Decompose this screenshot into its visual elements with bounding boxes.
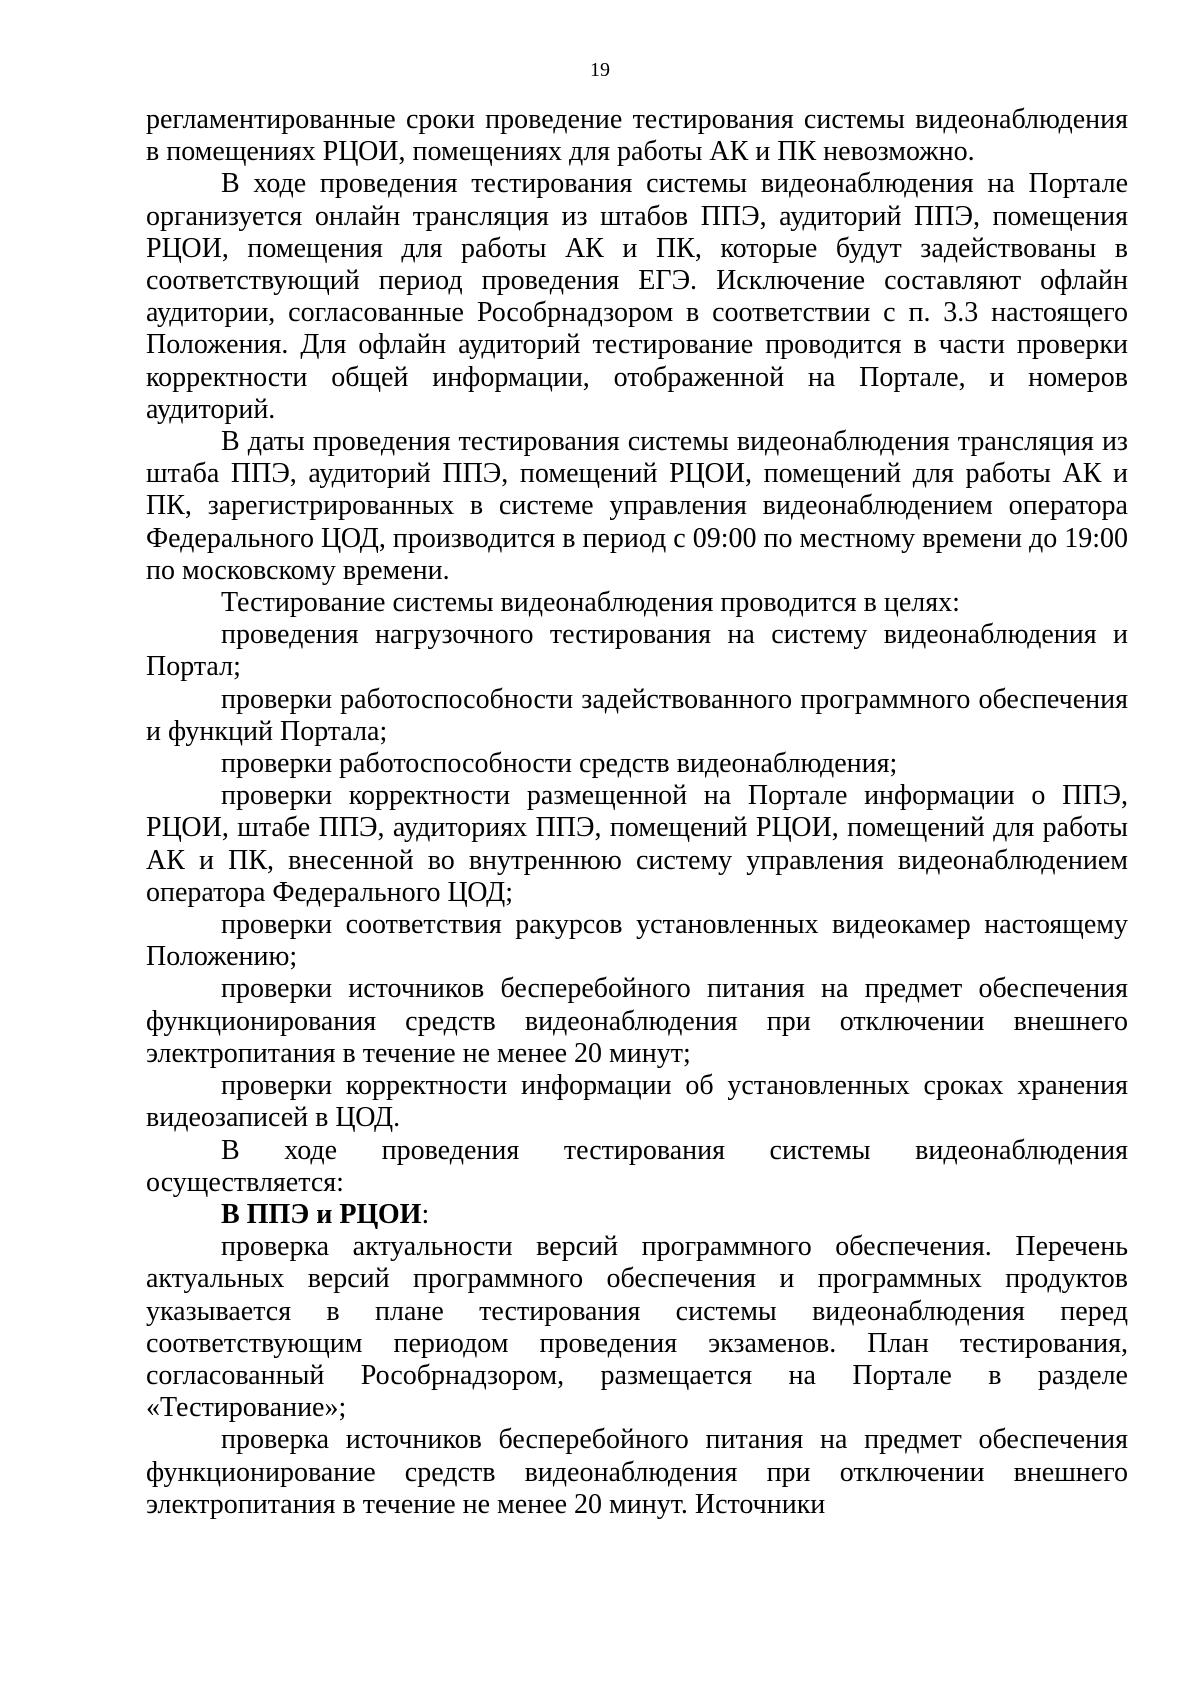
paragraph-6: проверки работоспособности задействованного программного обеспечения и функций Портала; bbox=[146, 683, 1128, 747]
paragraph-10: проверки источников бесперебойного питания на предмет обеспечения функционирования средств видеонаблюдения при отключении внешнего электропитания в течение не менее 20 минут; bbox=[146, 973, 1128, 1069]
section-heading bbox=[146, 1199, 1128, 1231]
paragraph-5: проведения нагрузочного тестирования на систему видеонаблюдения и Портал; bbox=[146, 619, 1128, 683]
paragraph-8: проверки корректности размещенной на Портале информации о ППЭ, РЦОИ, штабе ППЭ, аудиториях ППЭ, помещений РЦОИ, помещений для работы АК и ПК, внесенной во внутреннюю систему управления видеонаблюдением оператора Федерального ЦОД; bbox=[146, 780, 1128, 908]
paragraph-7: проверки работоспособности средств видеонаблюдения; bbox=[221, 748, 898, 780]
page-body bbox=[146, 104, 1128, 1521]
paragraph-12: В ходе проведения тестирования системы видеонаблюдения осуществляется: bbox=[146, 1134, 1128, 1198]
paragraph-9: проверки соответствия ракурсов установленных видеокамер настоящему Положению; bbox=[146, 909, 1128, 973]
paragraph-2: В ходе проведения тестирования системы видеонаблюдения на Портале организуется онлайн трансляция из штабов ППЭ, аудиторий ППЭ, помещения РЦОИ, помещения для работы АК и ПК, которые будут задействованы в соответствующий период проведения ЕГЭ. Исключение составляют офлайн аудитории, согласованные Рособрнадзором в соответствии с п. 3.3 настоящего Положения. Для офлайн аудиторий тестирование проводится в части проверки корректности общей информации, отображенной на Портале, и номеров аудиторий. bbox=[146, 168, 1128, 425]
section-heading-colon: : bbox=[421, 1198, 430, 1230]
paragraph-15: проверка источников бесперебойного питания на предмет обеспечения функционирование средств видеонаблюдения при отключении внешнего электропитания в течение не менее 20 минут. Источники bbox=[146, 1424, 1128, 1520]
paragraph-1: регламентированные сроки проведение тестирования системы видеонаблюдения в помещениях РЦОИ, помещениях для работы АК и ПК невозможно. bbox=[146, 104, 1128, 168]
page-number: 19 bbox=[590, 59, 610, 81]
paragraph-3: В даты проведения тестирования системы видеонаблюдения трансляция из штаба ППЭ, аудиторий ППЭ, помещений РЦОИ, помещений для работы АК и ПК, зарегистрированных в системе управления видеонаблюдением оператора Федерального ЦОД, производится в период с 09:00 по местному времени до 19:00 по московскому времени. bbox=[146, 426, 1128, 586]
paragraph-14: проверка актуальности версий программного обеспечения. Перечень актуальных версий программного обеспечения и программных продуктов указывается в плане тестирования системы видеонаблюдения перед соответствующим периодом проведения экзаменов. План тестирования, согласованный Рособрнадзором, размещается на Портале в разделе «Тестирование»; bbox=[146, 1231, 1128, 1424]
section-heading-text: В ППЭ и РЦОИ bbox=[221, 1198, 422, 1230]
paragraph-4: Тестирование системы видеонаблюдения проводится в целях: bbox=[221, 587, 960, 619]
paragraph-11: проверки корректности информации об установленных сроках хранения видеозаписей в ЦОД. bbox=[146, 1070, 1128, 1134]
